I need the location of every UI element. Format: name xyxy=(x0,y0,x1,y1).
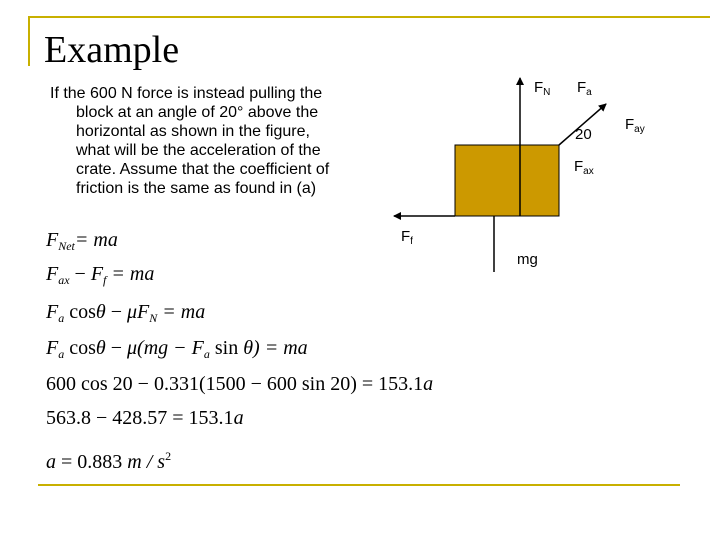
crate-block xyxy=(455,145,559,216)
equation-numeric: 600 cos 20 − 0.331(1500 − 600 sin 20) = 153.1a xyxy=(46,373,434,395)
angle-label: 20 xyxy=(575,126,592,143)
problem-line: If the 600 N force is instead pulling the xyxy=(50,85,323,102)
problem-line: what will be the acceleration of the xyxy=(76,142,321,159)
problem-line: friction is the same as found in (a) xyxy=(76,180,317,197)
equation-normal-substituted: $F_a$ $\cos\theta - \mu(mg - F_a$ sin θ) = ma xyxy=(46,337,308,361)
weight-label: mg xyxy=(517,251,538,268)
equation-x-forces: $F_{ax} - F_f$ = ma xyxy=(46,263,155,287)
applied-force-y-label: $F_{ay}$ xyxy=(625,116,645,135)
equation-result: a = 0.883 m / $s^2$ xyxy=(46,449,172,473)
applied-force-x-label: $F_{ax}$ xyxy=(574,158,594,177)
problem-line: crate. Assume that the coefficient of xyxy=(76,161,330,178)
slide-title: Example xyxy=(44,29,180,71)
friction-force-label: $F_f$ xyxy=(401,228,413,247)
equation-friction-substituted: $F_a$ $\cos\theta - \mu F_N$ = ma xyxy=(46,301,206,325)
equation-simplified: 563.8 − 428.57 = 153.1a xyxy=(46,407,244,429)
problem-line: horizontal as shown in the figure, xyxy=(76,123,310,140)
applied-force-label: $F_a$ xyxy=(577,79,592,98)
equation-net-force: $F_{Net}=$ ma xyxy=(46,229,118,253)
normal-force-label: $F_N$ xyxy=(534,79,551,98)
problem-line: block at an angle of 20° above the xyxy=(76,104,319,121)
